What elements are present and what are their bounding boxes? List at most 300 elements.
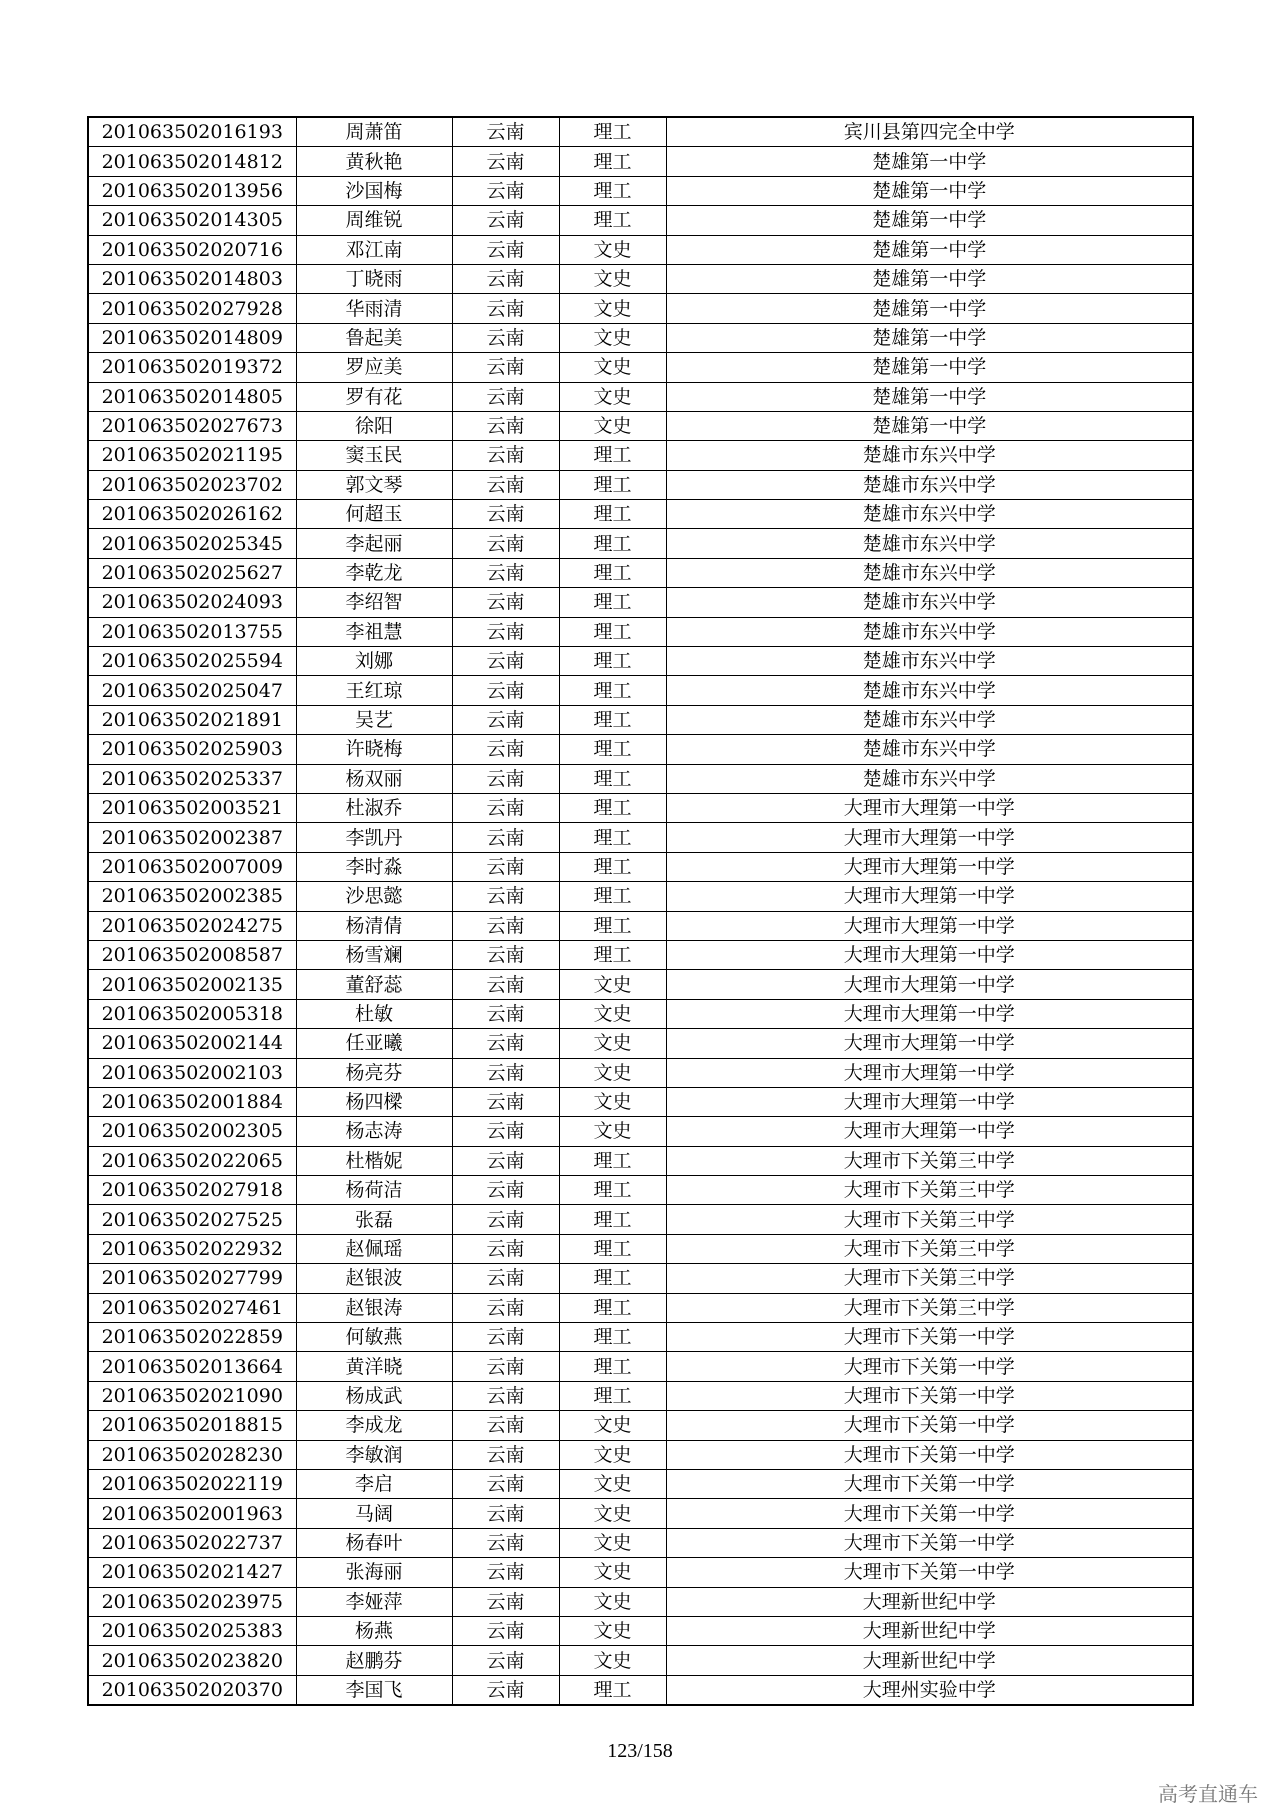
- province-cell: 云南: [452, 323, 559, 352]
- table-row: [88, 1499, 1193, 1528]
- student-name-cell: 杜敏: [296, 999, 452, 1028]
- exam-number-cell: 201063502002144: [88, 1029, 296, 1058]
- school-cell: 楚雄市东兴中学: [666, 529, 1193, 558]
- school-cell: 大理市大理第一中学: [666, 940, 1193, 969]
- category-cell: 理工: [559, 764, 666, 793]
- category-cell: 理工: [559, 705, 666, 734]
- table-row: [88, 235, 1193, 264]
- table-row: [88, 1469, 1193, 1498]
- category-cell: 文史: [559, 353, 666, 382]
- province-cell: 云南: [452, 705, 559, 734]
- category-cell: 理工: [559, 911, 666, 940]
- student-name-cell: 任亚曦: [296, 1029, 452, 1058]
- exam-number-cell: 201063502022119: [88, 1469, 296, 1498]
- exam-number-cell: 201063502023975: [88, 1587, 296, 1616]
- school-cell: 楚雄市东兴中学: [666, 705, 1193, 734]
- table-row: [88, 852, 1193, 881]
- school-cell: 大理市大理第一中学: [666, 999, 1193, 1028]
- school-cell: 楚雄市东兴中学: [666, 470, 1193, 499]
- category-cell: 理工: [559, 176, 666, 205]
- school-cell: 大理市下关第三中学: [666, 1146, 1193, 1175]
- table-row: [88, 176, 1193, 205]
- province-cell: 云南: [452, 1499, 559, 1528]
- student-name-cell: 李凯丹: [296, 823, 452, 852]
- province-cell: 云南: [452, 1323, 559, 1352]
- student-name-cell: 华雨清: [296, 294, 452, 323]
- category-cell: 文史: [559, 1587, 666, 1616]
- category-cell: 理工: [559, 441, 666, 470]
- student-name-cell: 李起丽: [296, 529, 452, 558]
- category-cell: 理工: [559, 1381, 666, 1410]
- table-row: [88, 676, 1193, 705]
- category-cell: 理工: [559, 206, 666, 235]
- school-cell: 大理市下关第一中学: [666, 1381, 1193, 1410]
- province-cell: 云南: [452, 1293, 559, 1322]
- province-cell: 云南: [452, 823, 559, 852]
- province-cell: 云南: [452, 441, 559, 470]
- exam-number-cell: 201063502027928: [88, 294, 296, 323]
- table-row: [88, 353, 1193, 382]
- table-row: [88, 970, 1193, 999]
- table-row: [88, 294, 1193, 323]
- category-cell: 理工: [559, 823, 666, 852]
- province-cell: 云南: [452, 1616, 559, 1645]
- student-name-cell: 杨春叶: [296, 1528, 452, 1557]
- table-row: [88, 206, 1193, 235]
- province-cell: 云南: [452, 1411, 559, 1440]
- school-cell: 大理市下关第一中学: [666, 1411, 1193, 1440]
- school-cell: 楚雄第一中学: [666, 176, 1193, 205]
- school-cell: 楚雄市东兴中学: [666, 617, 1193, 646]
- table-row: [88, 1675, 1193, 1705]
- student-name-cell: 周维锐: [296, 206, 452, 235]
- exam-number-cell: 201063502001963: [88, 1499, 296, 1528]
- table-row: [88, 1558, 1193, 1587]
- exam-number-cell: 201063502027461: [88, 1293, 296, 1322]
- student-name-cell: 沙思懿: [296, 882, 452, 911]
- table-row: [88, 1117, 1193, 1146]
- exam-number-cell: 201063502013755: [88, 617, 296, 646]
- province-cell: 云南: [452, 1146, 559, 1175]
- student-name-cell: 董舒蕊: [296, 970, 452, 999]
- exam-number-cell: 201063502014805: [88, 382, 296, 411]
- province-cell: 云南: [452, 676, 559, 705]
- table-row: [88, 911, 1193, 940]
- page-number: 123/158: [607, 1740, 673, 1762]
- exam-number-cell: 201063502027673: [88, 411, 296, 440]
- province-cell: 云南: [452, 1029, 559, 1058]
- province-cell: 云南: [452, 1205, 559, 1234]
- student-name-cell: 徐阳: [296, 411, 452, 440]
- province-cell: 云南: [452, 1528, 559, 1557]
- student-name-cell: 杨志涛: [296, 1117, 452, 1146]
- province-cell: 云南: [452, 1234, 559, 1263]
- exam-number-cell: 201063502001884: [88, 1087, 296, 1116]
- province-cell: 云南: [452, 1558, 559, 1587]
- category-cell: 文史: [559, 294, 666, 323]
- province-cell: 云南: [452, 382, 559, 411]
- student-name-cell: 李祖慧: [296, 617, 452, 646]
- table-row: [88, 558, 1193, 587]
- school-cell: 大理市下关第一中学: [666, 1558, 1193, 1587]
- province-cell: 云南: [452, 1264, 559, 1293]
- province-cell: 云南: [452, 1176, 559, 1205]
- table-row: [88, 264, 1193, 293]
- table-row: [88, 588, 1193, 617]
- exam-number-cell: 201063502025383: [88, 1616, 296, 1645]
- student-name-cell: 丁晓雨: [296, 264, 452, 293]
- province-cell: 云南: [452, 294, 559, 323]
- table-row: [88, 882, 1193, 911]
- category-cell: 理工: [559, 1205, 666, 1234]
- exam-number-cell: 201063502024275: [88, 911, 296, 940]
- province-cell: 云南: [452, 940, 559, 969]
- table-row: [88, 940, 1193, 969]
- roster-table: [87, 116, 1194, 1706]
- exam-number-cell: 201063502007009: [88, 852, 296, 881]
- school-cell: 大理市大理第一中学: [666, 793, 1193, 822]
- category-cell: 理工: [559, 588, 666, 617]
- exam-number-cell: 201063502027525: [88, 1205, 296, 1234]
- student-name-cell: 罗应美: [296, 353, 452, 382]
- school-cell: 楚雄市东兴中学: [666, 558, 1193, 587]
- exam-number-cell: 201063502020716: [88, 235, 296, 264]
- category-cell: 理工: [559, 1323, 666, 1352]
- student-name-cell: 黄秋艳: [296, 147, 452, 176]
- student-name-cell: 吴艺: [296, 705, 452, 734]
- school-cell: 大理市下关第一中学: [666, 1323, 1193, 1352]
- exam-number-cell: 201063502013664: [88, 1352, 296, 1381]
- table-row: [88, 1323, 1193, 1352]
- student-name-cell: 窦玉民: [296, 441, 452, 470]
- student-name-cell: 杨荷洁: [296, 1176, 452, 1205]
- exam-number-cell: 201063502016193: [88, 117, 296, 147]
- exam-number-cell: 201063502022932: [88, 1234, 296, 1263]
- table-row: [88, 764, 1193, 793]
- province-cell: 云南: [452, 735, 559, 764]
- exam-number-cell: 201063502028230: [88, 1440, 296, 1469]
- student-name-cell: 李敏润: [296, 1440, 452, 1469]
- exam-number-cell: 201063502025903: [88, 735, 296, 764]
- category-cell: 文史: [559, 1117, 666, 1146]
- category-cell: 理工: [559, 1176, 666, 1205]
- student-name-cell: 杜淑乔: [296, 793, 452, 822]
- exam-number-cell: 201063502008587: [88, 940, 296, 969]
- school-cell: 宾川县第四完全中学: [666, 117, 1193, 147]
- school-cell: 大理州实验中学: [666, 1675, 1193, 1705]
- school-cell: 楚雄第一中学: [666, 353, 1193, 382]
- school-cell: 楚雄第一中学: [666, 235, 1193, 264]
- category-cell: 文史: [559, 1558, 666, 1587]
- table-row: [88, 1528, 1193, 1557]
- category-cell: 理工: [559, 617, 666, 646]
- school-cell: 大理新世纪中学: [666, 1616, 1193, 1645]
- table-row: [88, 617, 1193, 646]
- category-cell: 理工: [559, 1352, 666, 1381]
- exam-number-cell: 201063502005318: [88, 999, 296, 1028]
- category-cell: 文史: [559, 264, 666, 293]
- province-cell: 云南: [452, 176, 559, 205]
- province-cell: 云南: [452, 500, 559, 529]
- category-cell: 文史: [559, 1087, 666, 1116]
- province-cell: 云南: [452, 588, 559, 617]
- student-name-cell: 杨清倩: [296, 911, 452, 940]
- school-cell: 楚雄市东兴中学: [666, 588, 1193, 617]
- exam-number-cell: 201063502002103: [88, 1058, 296, 1087]
- exam-number-cell: 201063502021195: [88, 441, 296, 470]
- province-cell: 云南: [452, 647, 559, 676]
- school-cell: 楚雄第一中学: [666, 323, 1193, 352]
- category-cell: 文史: [559, 999, 666, 1028]
- province-cell: 云南: [452, 1440, 559, 1469]
- province-cell: 云南: [452, 264, 559, 293]
- student-name-cell: 赵鹏芬: [296, 1646, 452, 1675]
- table-row: [88, 1234, 1193, 1263]
- table-row: [88, 1176, 1193, 1205]
- student-name-cell: 李成龙: [296, 1411, 452, 1440]
- province-cell: 云南: [452, 1352, 559, 1381]
- student-name-cell: 杨雪斓: [296, 940, 452, 969]
- category-cell: 文史: [559, 970, 666, 999]
- school-cell: 楚雄市东兴中学: [666, 500, 1193, 529]
- exam-number-cell: 201063502014305: [88, 206, 296, 235]
- student-name-cell: 杨成武: [296, 1381, 452, 1410]
- exam-number-cell: 201063502018815: [88, 1411, 296, 1440]
- category-cell: 理工: [559, 852, 666, 881]
- category-cell: 文史: [559, 323, 666, 352]
- exam-number-cell: 201063502019372: [88, 353, 296, 382]
- category-cell: 理工: [559, 470, 666, 499]
- school-cell: 大理市下关第一中学: [666, 1440, 1193, 1469]
- exam-number-cell: 201063502025594: [88, 647, 296, 676]
- school-cell: 大理市下关第三中学: [666, 1205, 1193, 1234]
- school-cell: 楚雄市东兴中学: [666, 764, 1193, 793]
- table-row: [88, 1352, 1193, 1381]
- province-cell: 云南: [452, 529, 559, 558]
- table-row: [88, 735, 1193, 764]
- exam-number-cell: 201063502002305: [88, 1117, 296, 1146]
- student-name-cell: 李乾龙: [296, 558, 452, 587]
- exam-number-cell: 201063502023820: [88, 1646, 296, 1675]
- table-row: [88, 529, 1193, 558]
- student-name-cell: 赵佩瑶: [296, 1234, 452, 1263]
- school-cell: 大理市下关第三中学: [666, 1264, 1193, 1293]
- school-cell: 大理市大理第一中学: [666, 823, 1193, 852]
- category-cell: 理工: [559, 647, 666, 676]
- school-cell: 大理市下关第一中学: [666, 1469, 1193, 1498]
- school-cell: 大理市下关第三中学: [666, 1234, 1193, 1263]
- school-cell: 楚雄第一中学: [666, 294, 1193, 323]
- school-cell: 大理市大理第一中学: [666, 1117, 1193, 1146]
- student-name-cell: 杨双丽: [296, 764, 452, 793]
- exam-number-cell: 201063502021427: [88, 1558, 296, 1587]
- table-row: [88, 1381, 1193, 1410]
- school-cell: 楚雄市东兴中学: [666, 647, 1193, 676]
- student-name-cell: 李启: [296, 1469, 452, 1498]
- province-cell: 云南: [452, 764, 559, 793]
- exam-number-cell: 201063502002387: [88, 823, 296, 852]
- student-name-cell: 李国飞: [296, 1675, 452, 1705]
- exam-number-cell: 201063502021090: [88, 1381, 296, 1410]
- table-row: [88, 1264, 1193, 1293]
- exam-number-cell: 201063502025337: [88, 764, 296, 793]
- school-cell: 大理市大理第一中学: [666, 852, 1193, 881]
- province-cell: 云南: [452, 117, 559, 147]
- province-cell: 云南: [452, 558, 559, 587]
- province-cell: 云南: [452, 1646, 559, 1675]
- exam-number-cell: 201063502024093: [88, 588, 296, 617]
- student-name-cell: 郭文琴: [296, 470, 452, 499]
- student-name-cell: 张海丽: [296, 1558, 452, 1587]
- table-row: [88, 500, 1193, 529]
- student-name-cell: 刘娜: [296, 647, 452, 676]
- province-cell: 云南: [452, 353, 559, 382]
- student-name-cell: 黄洋晓: [296, 1352, 452, 1381]
- exam-number-cell: 201063502021891: [88, 705, 296, 734]
- province-cell: 云南: [452, 1469, 559, 1498]
- student-name-cell: 王红琼: [296, 676, 452, 705]
- exam-number-cell: 201063502014809: [88, 323, 296, 352]
- province-cell: 云南: [452, 1587, 559, 1616]
- student-name-cell: 鲁起美: [296, 323, 452, 352]
- category-cell: 理工: [559, 882, 666, 911]
- category-cell: 理工: [559, 117, 666, 147]
- student-name-cell: 李娅萍: [296, 1587, 452, 1616]
- school-cell: 楚雄第一中学: [666, 264, 1193, 293]
- category-cell: 理工: [559, 500, 666, 529]
- category-cell: 文史: [559, 1029, 666, 1058]
- category-cell: 文史: [559, 1646, 666, 1675]
- table-row: [88, 1205, 1193, 1234]
- table-row: [88, 411, 1193, 440]
- province-cell: 云南: [452, 970, 559, 999]
- category-cell: 文史: [559, 1616, 666, 1645]
- school-cell: 楚雄第一中学: [666, 147, 1193, 176]
- category-cell: 理工: [559, 676, 666, 705]
- school-cell: 大理新世纪中学: [666, 1646, 1193, 1675]
- table-row: [88, 705, 1193, 734]
- category-cell: 理工: [559, 1675, 666, 1705]
- student-name-cell: 罗有花: [296, 382, 452, 411]
- province-cell: 云南: [452, 999, 559, 1028]
- school-cell: 大理市下关第一中学: [666, 1499, 1193, 1528]
- student-name-cell: 张磊: [296, 1205, 452, 1234]
- table-row: [88, 1087, 1193, 1116]
- student-name-cell: 沙国梅: [296, 176, 452, 205]
- student-name-cell: 何超玉: [296, 500, 452, 529]
- student-name-cell: 杨四樑: [296, 1087, 452, 1116]
- watermark: 高考直通车: [1158, 1782, 1258, 1806]
- province-cell: 云南: [452, 235, 559, 264]
- table-row: [88, 1146, 1193, 1175]
- province-cell: 云南: [452, 852, 559, 881]
- category-cell: 理工: [559, 558, 666, 587]
- province-cell: 云南: [452, 882, 559, 911]
- student-name-cell: 周萧笛: [296, 117, 452, 147]
- category-cell: 文史: [559, 411, 666, 440]
- table-row: [88, 999, 1193, 1028]
- province-cell: 云南: [452, 1087, 559, 1116]
- school-cell: 大理市大理第一中学: [666, 1087, 1193, 1116]
- exam-number-cell: 201063502022859: [88, 1323, 296, 1352]
- school-cell: 楚雄市东兴中学: [666, 441, 1193, 470]
- province-cell: 云南: [452, 793, 559, 822]
- exam-number-cell: 201063502022737: [88, 1528, 296, 1557]
- student-name-cell: 邓江南: [296, 235, 452, 264]
- table-row: [88, 1616, 1193, 1645]
- exam-number-cell: 201063502014803: [88, 264, 296, 293]
- school-cell: 大理新世纪中学: [666, 1587, 1193, 1616]
- exam-number-cell: 201063502014812: [88, 147, 296, 176]
- school-cell: 楚雄第一中学: [666, 206, 1193, 235]
- student-name-cell: 杨燕: [296, 1616, 452, 1645]
- category-cell: 理工: [559, 793, 666, 822]
- exam-number-cell: 201063502022065: [88, 1146, 296, 1175]
- exam-number-cell: 201063502025345: [88, 529, 296, 558]
- category-cell: 文史: [559, 382, 666, 411]
- province-cell: 云南: [452, 911, 559, 940]
- student-name-cell: 杜楷妮: [296, 1146, 452, 1175]
- category-cell: 文史: [559, 1469, 666, 1498]
- table-row: [88, 441, 1193, 470]
- category-cell: 理工: [559, 940, 666, 969]
- category-cell: 文史: [559, 1058, 666, 1087]
- category-cell: 理工: [559, 1146, 666, 1175]
- school-cell: 大理市大理第一中学: [666, 882, 1193, 911]
- exam-number-cell: 201063502027799: [88, 1264, 296, 1293]
- student-name-cell: 李时淼: [296, 852, 452, 881]
- table-row: [88, 1440, 1193, 1469]
- category-cell: 理工: [559, 1234, 666, 1263]
- table-row: [88, 793, 1193, 822]
- student-name-cell: 何敏燕: [296, 1323, 452, 1352]
- province-cell: 云南: [452, 411, 559, 440]
- exam-number-cell: 201063502023702: [88, 470, 296, 499]
- category-cell: 文史: [559, 1440, 666, 1469]
- student-name-cell: 杨亮芬: [296, 1058, 452, 1087]
- exam-number-cell: 201063502002135: [88, 970, 296, 999]
- province-cell: 云南: [452, 470, 559, 499]
- exam-number-cell: 201063502027918: [88, 1176, 296, 1205]
- table-row: [88, 1029, 1193, 1058]
- category-cell: 理工: [559, 1293, 666, 1322]
- table-row: [88, 1411, 1193, 1440]
- category-cell: 理工: [559, 735, 666, 764]
- category-cell: 文史: [559, 1528, 666, 1557]
- student-name-cell: 许晓梅: [296, 735, 452, 764]
- table-row: [88, 823, 1193, 852]
- table-row: [88, 1058, 1193, 1087]
- table-row: [88, 1646, 1193, 1675]
- province-cell: 云南: [452, 1058, 559, 1087]
- school-cell: 大理市大理第一中学: [666, 911, 1193, 940]
- category-cell: 理工: [559, 1264, 666, 1293]
- exam-number-cell: 201063502013956: [88, 176, 296, 205]
- province-cell: 云南: [452, 1117, 559, 1146]
- school-cell: 楚雄第一中学: [666, 382, 1193, 411]
- school-cell: 大理市下关第一中学: [666, 1528, 1193, 1557]
- province-cell: 云南: [452, 206, 559, 235]
- student-name-cell: 赵银波: [296, 1264, 452, 1293]
- roster-body: [88, 117, 1193, 1705]
- exam-number-cell: 201063502003521: [88, 793, 296, 822]
- school-cell: 楚雄市东兴中学: [666, 676, 1193, 705]
- student-name-cell: 马阔: [296, 1499, 452, 1528]
- category-cell: 文史: [559, 235, 666, 264]
- table-row: [88, 117, 1193, 147]
- table-row: [88, 470, 1193, 499]
- school-cell: 楚雄市东兴中学: [666, 735, 1193, 764]
